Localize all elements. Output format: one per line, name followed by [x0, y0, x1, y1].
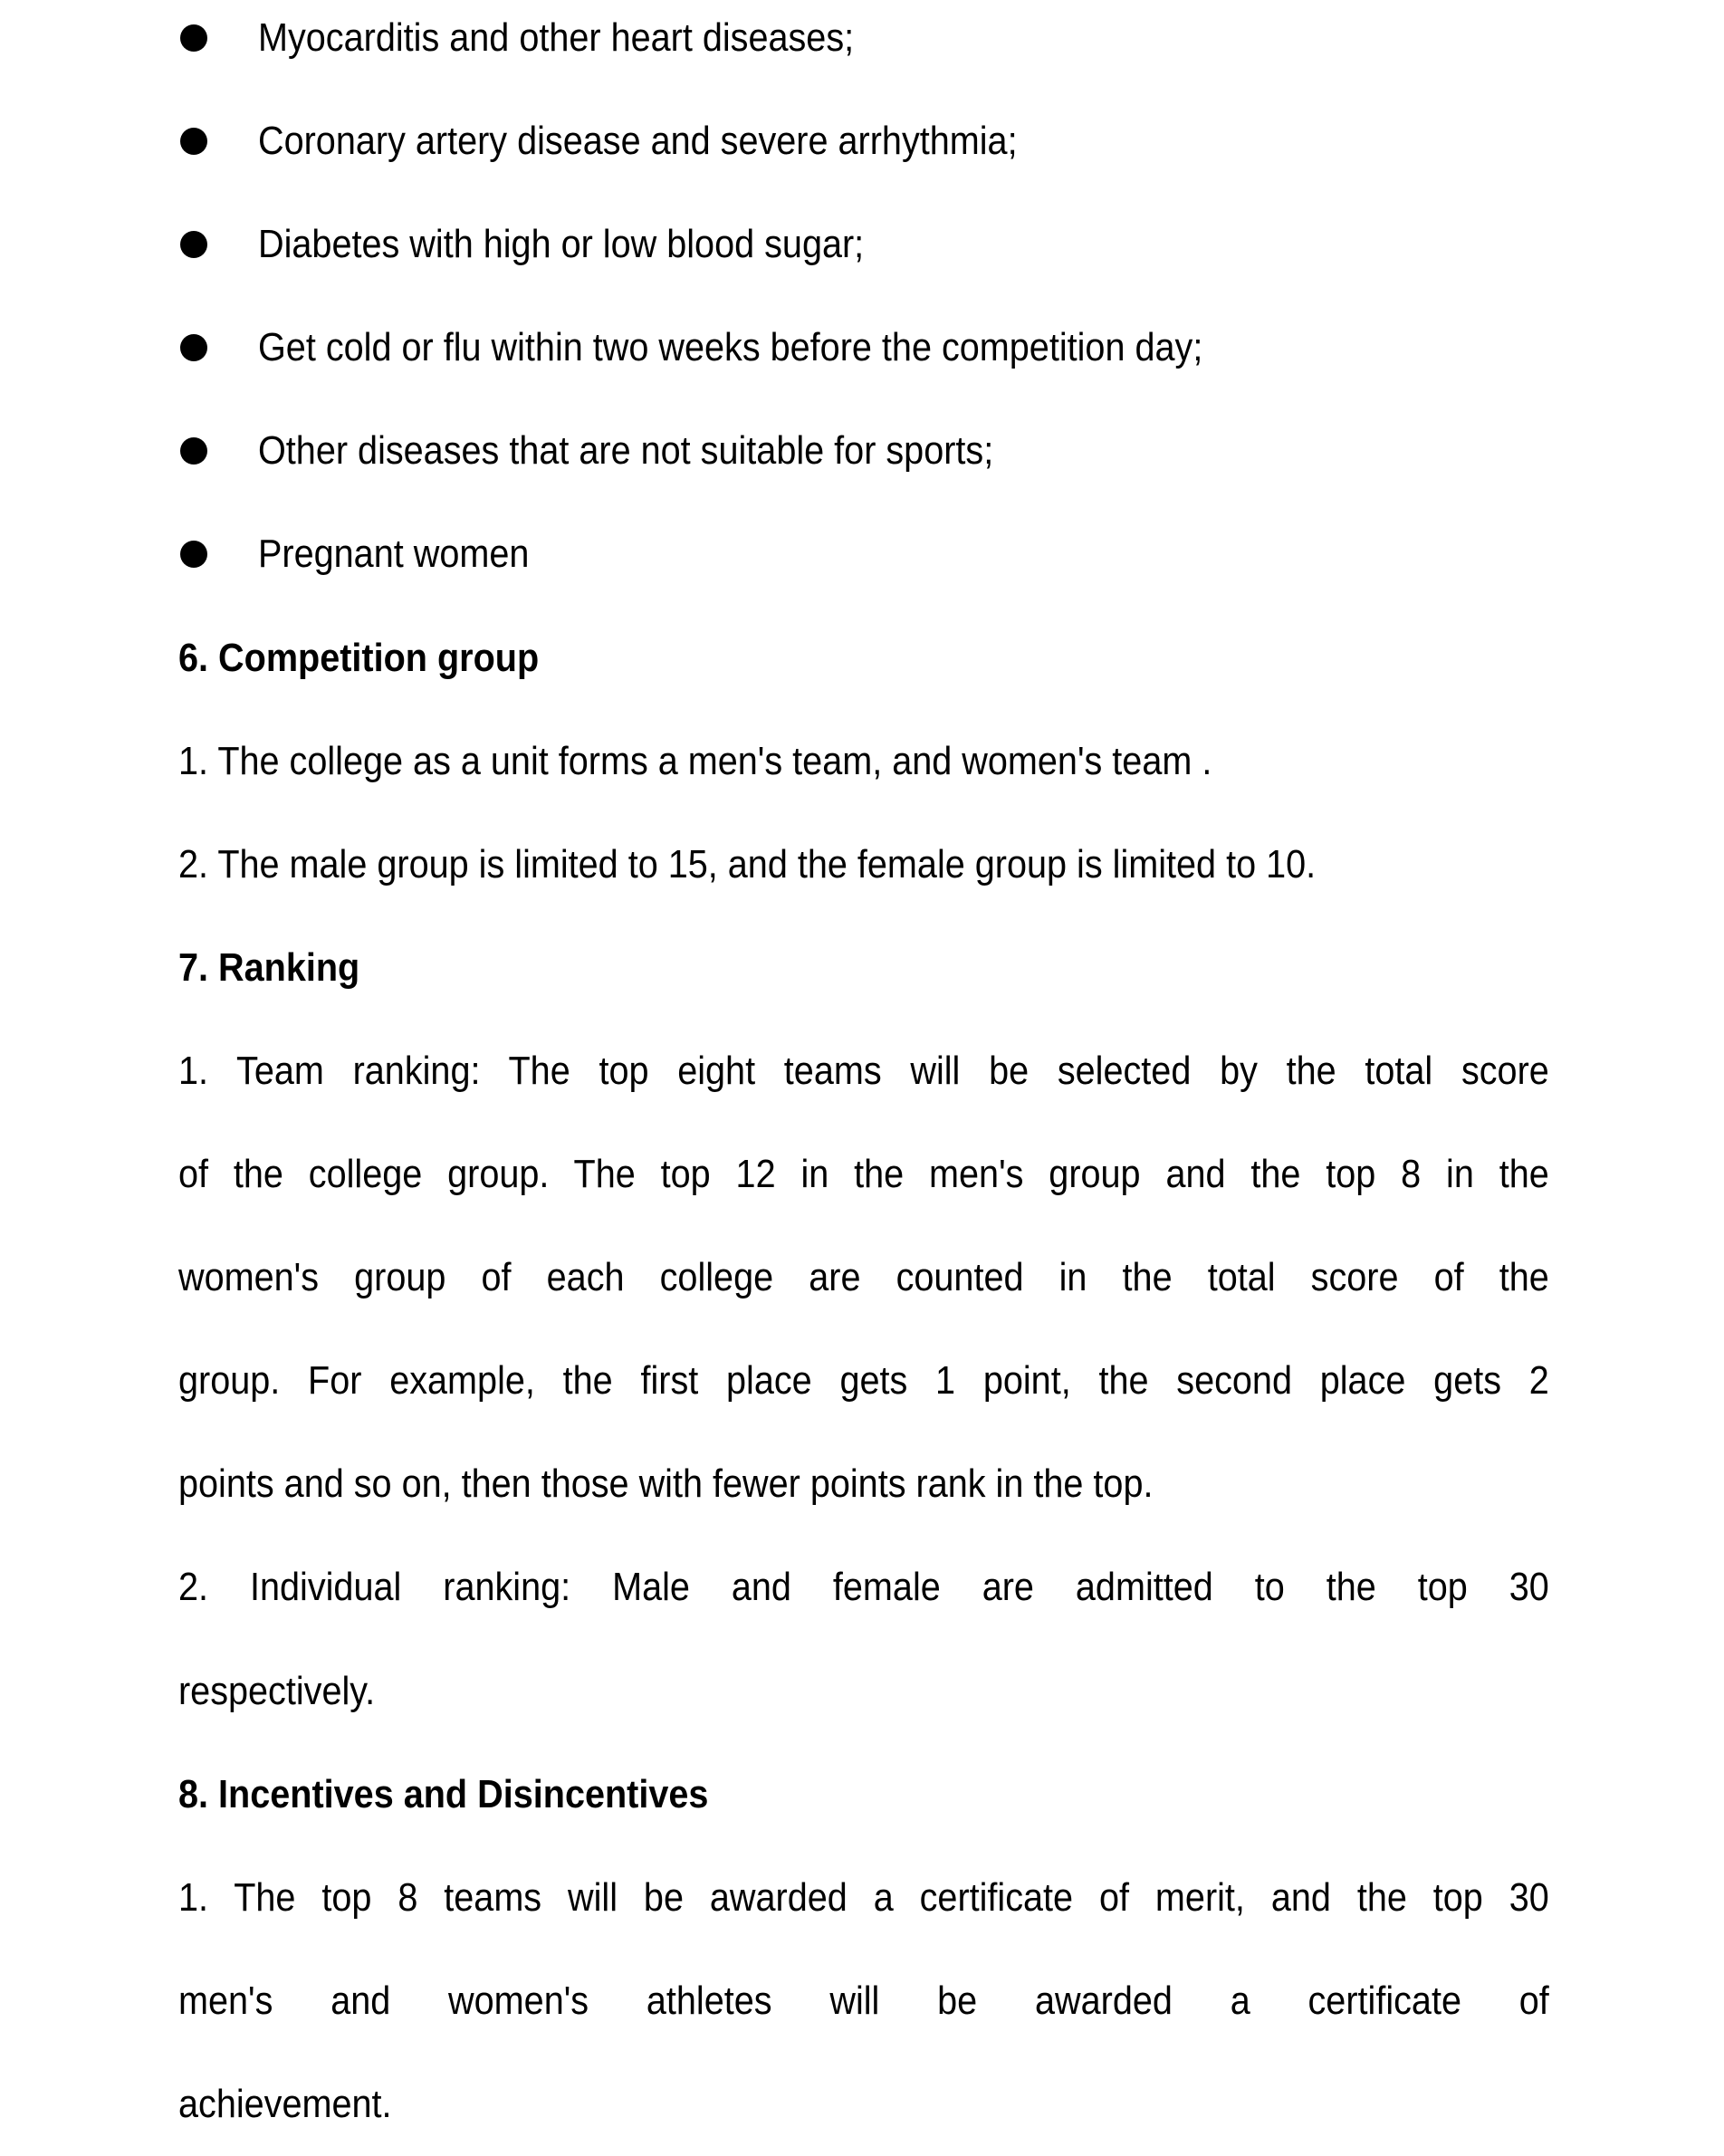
document-page [178, 0, 1549, 2156]
paragraph-text: group. For example, the first place gets 1 point, the second place gets 2 [178, 1358, 1549, 1404]
paragraph-text: 1. The top 8 teams will be awarded a certificate of merit, and the top 30 [178, 1874, 1549, 1920]
bullet-text: Diabetes with high or low blood sugar; [258, 222, 865, 267]
paragraph-text: 2. Individual ranking: Male and female are admitted to the top 30 [178, 1565, 1549, 1610]
bullet-dot-icon [180, 231, 207, 258]
paragraph-line [178, 1950, 1549, 2053]
paragraph-text: of the college group. The top 12 in the men's group and the top 8 in the [178, 1152, 1549, 1197]
paragraph-text: 2. The male group is limited to 15, and the female group is limited to 10. [178, 841, 1317, 886]
section-heading-competition-group [178, 607, 1549, 710]
paragraph-text: 1. The college as a unit forms a men's team, and women's team . [178, 738, 1212, 783]
bullet-text: Myocarditis and other heart diseases; [258, 15, 855, 60]
paragraph-text: points and so on, then those with fewer points rank in the top. [178, 1461, 1154, 1507]
paragraph-text: men's and women's athletes will be awarded a certificate of [178, 1978, 1549, 2023]
bullet-item [178, 0, 1549, 90]
section-heading-incentives [178, 1743, 1549, 1846]
heading-text: 6. Competition group [178, 635, 540, 680]
bullet-dot-icon [180, 334, 207, 361]
section-heading-ranking [178, 916, 1549, 1020]
heading-text: 7. Ranking [178, 944, 360, 990]
paragraph-line [178, 1433, 1549, 1536]
bullet-dot-icon [180, 24, 207, 52]
bullet-text: Pregnant women [258, 532, 530, 577]
bullet-item [178, 296, 1549, 399]
paragraph-line [178, 1123, 1549, 1226]
bullet-dot-icon [180, 128, 207, 155]
bullet-text: Get cold or flu within two weeks before the competition day; [258, 325, 1203, 370]
bullet-item [178, 399, 1549, 503]
paragraph-line [178, 710, 1549, 813]
bullet-text: Coronary artery disease and severe arrhythmia; [258, 119, 1018, 164]
heading-text: 8. Incentives and Disincentives [178, 1771, 709, 1816]
paragraph-line [178, 1536, 1549, 1639]
paragraph-line [178, 1226, 1549, 1329]
bullet-item [178, 90, 1549, 193]
paragraph-line [178, 2053, 1549, 2156]
bullet-item [178, 193, 1549, 296]
paragraph-text: respectively. [178, 1668, 376, 1713]
paragraph-line [178, 1846, 1549, 1950]
paragraph-line [178, 813, 1549, 916]
bullet-item [178, 503, 1549, 606]
paragraph-text: achievement. [178, 2081, 392, 2126]
paragraph-line [178, 1640, 1549, 1743]
paragraph-line [178, 1329, 1549, 1433]
bullet-dot-icon [180, 541, 207, 568]
paragraph-text: women's group of each college are counted in the total score of the [178, 1255, 1549, 1300]
bullet-dot-icon [180, 437, 207, 465]
paragraph-text: 1. Team ranking: The top eight teams will be selected by the total score [178, 1048, 1549, 1093]
bullet-text: Other diseases that are not suitable for sports; [258, 428, 994, 474]
paragraph-line [178, 1020, 1549, 1123]
